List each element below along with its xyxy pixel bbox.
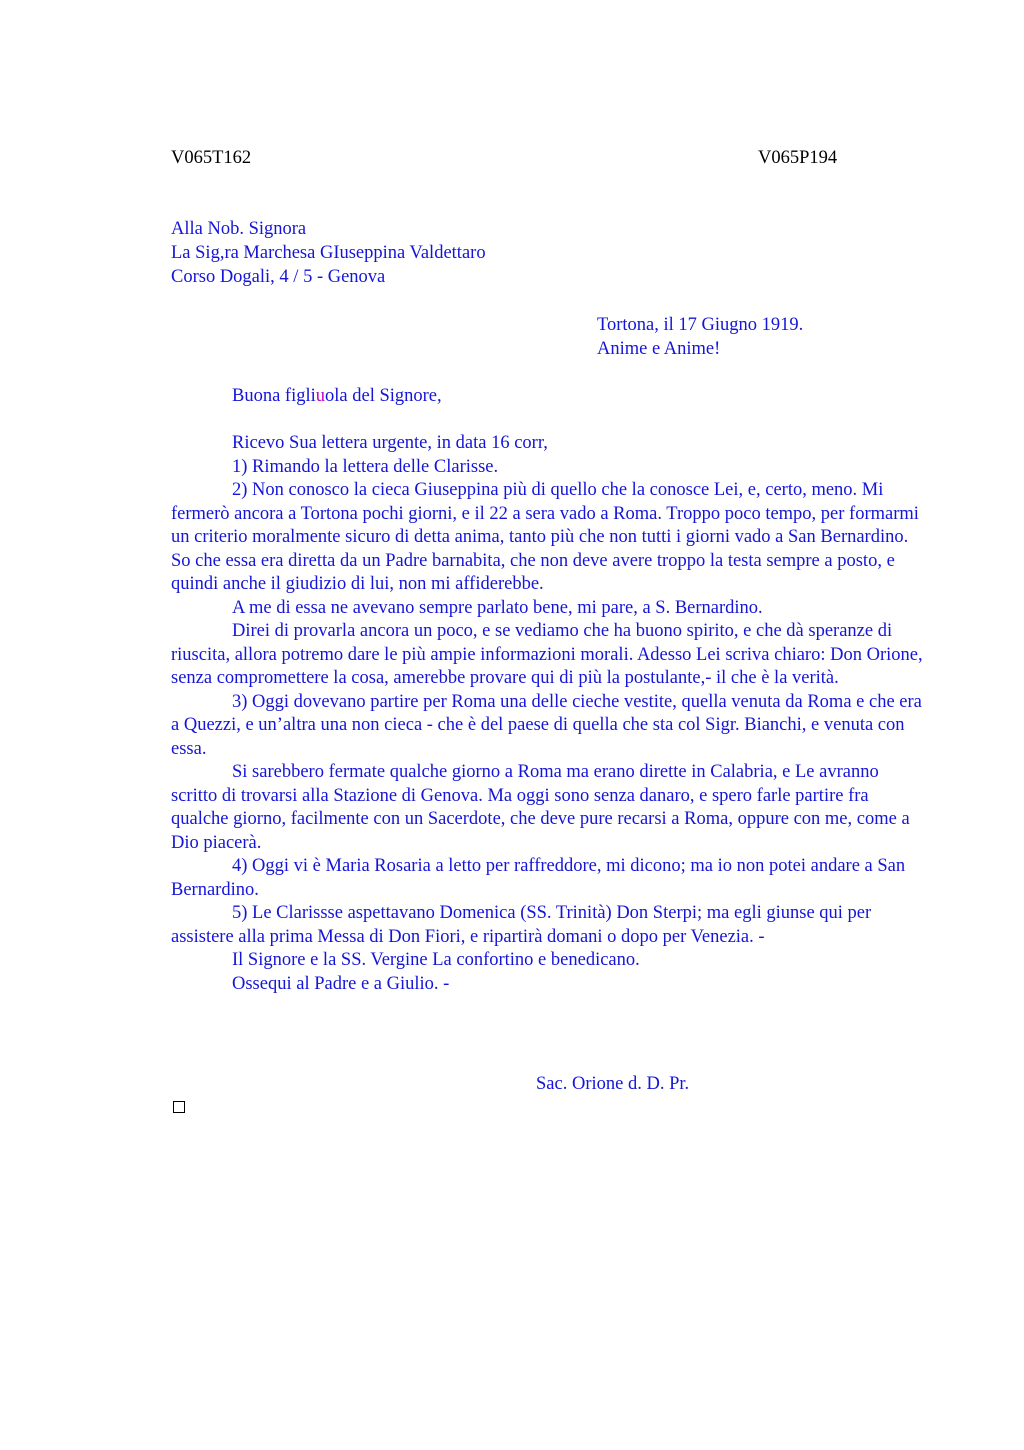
signature: Sac. Orione d. D. Pr.: [536, 1074, 690, 1094]
letter-body: [171, 432, 923, 996]
salutation-part-2: ola del Signore,: [325, 386, 442, 406]
body-paragraph: 3) Oggi dovevano partire per Roma una delle cieche vestite, quella venuta da Roma e che era a Quezzi, e un’altra una non cieca - che è del paese di quella che sta col Sigr. Bianchi, e venuta con essa.: [171, 691, 922, 759]
body-paragraph: Si sarebbero fermate qualche giorno a Roma ma erano dirette in Calabria, e Le avranno scritto di trovarsi alla Stazione di Genova. Ma oggi sono senza danaro, e spero farle partire fra qualche giorno, facilmente con un Sacerdote, che deve pure recarsi a Roma, oppure con me, come a Dio piacerà.: [171, 762, 910, 853]
body-paragraph: Ossequi al Padre e a Giulio. -: [232, 973, 450, 994]
address-line-1: Alla Nob. Signora: [171, 219, 307, 239]
square-symbol-icon: [173, 1101, 185, 1113]
body-paragraph: 1) Rimando la lettera delle Clarisse.: [232, 456, 499, 477]
address-line-3: Corso Dogali, 4 / 5 - Genova: [171, 267, 386, 287]
body-paragraph: 2) Non conosco la cieca Giuseppina più di quello che la conosce Lei, e, certo, meno. Mi fermerò ancora a Tortona pochi giorni, e il 22 a sera vado a Roma. Troppo poco tempo, per formarmi un criterio moralmente sicuro di detta anima, tanto più che non tutti i giorni vado a San Bernardino. So che essa era diretta da un Padre barnabita, che non deve avere troppo la testa sempre a posto, e quindi anche il giudizio di lui, non mi affiderebbe.: [171, 480, 919, 594]
letter-motto: Anime e Anime!: [597, 339, 721, 359]
body-paragraph: Ricevo Sua lettera urgente, in data 16 corr,: [232, 433, 548, 453]
body-paragraph: 5) Le Clarissse aspettavano Domenica (SS. Trinità) Don Sterpi; ma egli giunse qui per assistere alla prima Messa di Don Fiori, e ripartirà domani o dopo per Venezia. -: [171, 903, 872, 947]
body-paragraph: Il Signore e la SS. Vergine La confortino e benedicano.: [232, 950, 640, 970]
document-code-left: V065T162: [171, 148, 252, 168]
salutation-highlighted-letter: u: [315, 386, 326, 406]
document-code-right: V065P194: [758, 148, 838, 168]
address-line-2: La Sig,ra Marchesa GIuseppina Valdettaro: [171, 243, 486, 263]
body-paragraph: 4) Oggi vi è Maria Rosaria a letto per raffreddore, mi dicono; ma io non potei andare a San Bernardino.: [171, 856, 906, 900]
body-paragraph: Direi di provarla ancora un poco, e se vediamo che ha buono spirito, e che dà speranze di riuscita, allora potremo dare le più ampie informazioni morali. Adesso Lei scriva chiaro: Don Orione, senza compromettere la cosa, amerebbe provare qui di più la postulante,- il che è la verità.: [171, 621, 923, 688]
body-paragraph: A me di essa ne avevano sempre parlato bene, mi pare, a S. Bernardino.: [232, 597, 763, 618]
salutation: [232, 385, 442, 409]
salutation-part-1: Buona figli: [232, 386, 316, 406]
letter-date: Tortona, il 17 Giugno 1919.: [597, 315, 804, 335]
